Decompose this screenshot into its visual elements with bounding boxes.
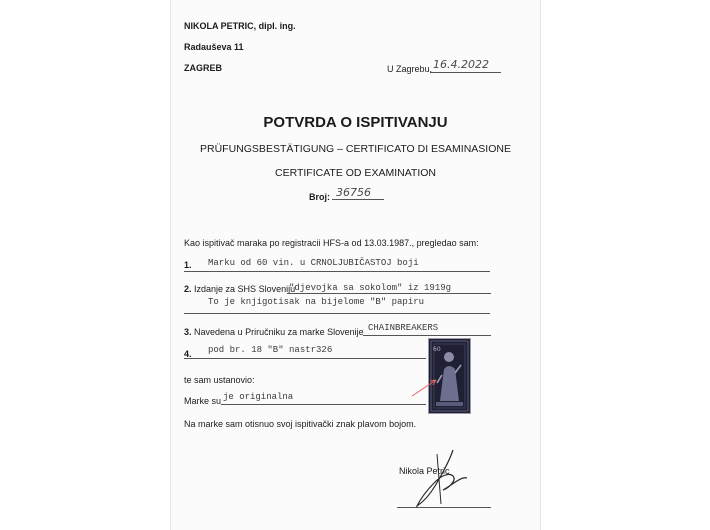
item2-text: Izdanje za SHS Sloveniju — [194, 284, 296, 294]
handwritten-signature — [405, 446, 475, 510]
item2-underline-2 — [184, 313, 490, 314]
marke-underline — [221, 404, 426, 405]
item1-typed: Marku od 60 vin. u CRNOLJUBIČASTOJ boji — [208, 258, 419, 268]
item4-number: 4. — [184, 349, 192, 359]
item4-underline — [184, 358, 426, 359]
item2-label — [184, 284, 295, 294]
issuer-city: ZAGREB — [184, 63, 222, 73]
item2-typed: "djevojka sa sokolom" iz 1919g — [289, 283, 452, 293]
arrow-icon — [410, 376, 440, 398]
certificate-title: POTVRDA O ISPITIVANJU — [263, 114, 448, 131]
issuer-name: NIKOLA PETRIC, dipl. ing. — [184, 21, 296, 31]
signatory-name: Nikola Petric — [399, 466, 450, 476]
certificate-subtitle-de-it: PRÜFUNGSBESTÄTIGUNG – CERTIFICATO DI ESAMINASIONE — [200, 143, 511, 155]
marke-label: Marke su — [184, 396, 222, 406]
issuer-street: Radauševa 11 — [184, 42, 244, 52]
marke-value: je originalna — [223, 392, 294, 402]
item2-typed-line2: To je knjigotisak na bijelome "B" papiru — [208, 297, 425, 307]
number-label: Broj: — [309, 192, 330, 202]
certificate-page — [171, 0, 540, 530]
intro-text: Kao ispitivač maraka po registracii HFS-a od 13.03.1987., pregledao sam: — [184, 238, 479, 248]
item1-underline — [184, 271, 490, 272]
certificate-subtitle-en: CERTIFICATE OD EXAMINATION — [274, 167, 436, 179]
item1-number: 1. — [184, 260, 192, 270]
date-underline — [430, 72, 501, 73]
item3-typed: CHAINBREAKERS — [368, 323, 439, 333]
item2-underline — [287, 293, 491, 294]
finding-label: te sam ustanovio: — [184, 375, 255, 385]
svg-text:60: 60 — [433, 346, 441, 353]
item3-number: 3. — [184, 327, 192, 337]
stamp-note: Na marke sam otisnuo svoj ispitivački znak plavom bojom. — [184, 419, 417, 429]
issue-date: 16.4.2022 — [433, 58, 489, 71]
place-label: U Zagrebu, — [387, 64, 433, 74]
certificate-number: 36756 — [336, 186, 371, 199]
item2-number: 2. — [184, 284, 192, 294]
item4-typed: pod br. 18 "B" nastr326 — [208, 345, 333, 355]
item3-underline — [363, 335, 491, 336]
item3-label — [184, 327, 364, 337]
item3-text: Navedena u Priručniku za marke Slovenije — [194, 327, 364, 337]
number-underline — [332, 199, 384, 200]
